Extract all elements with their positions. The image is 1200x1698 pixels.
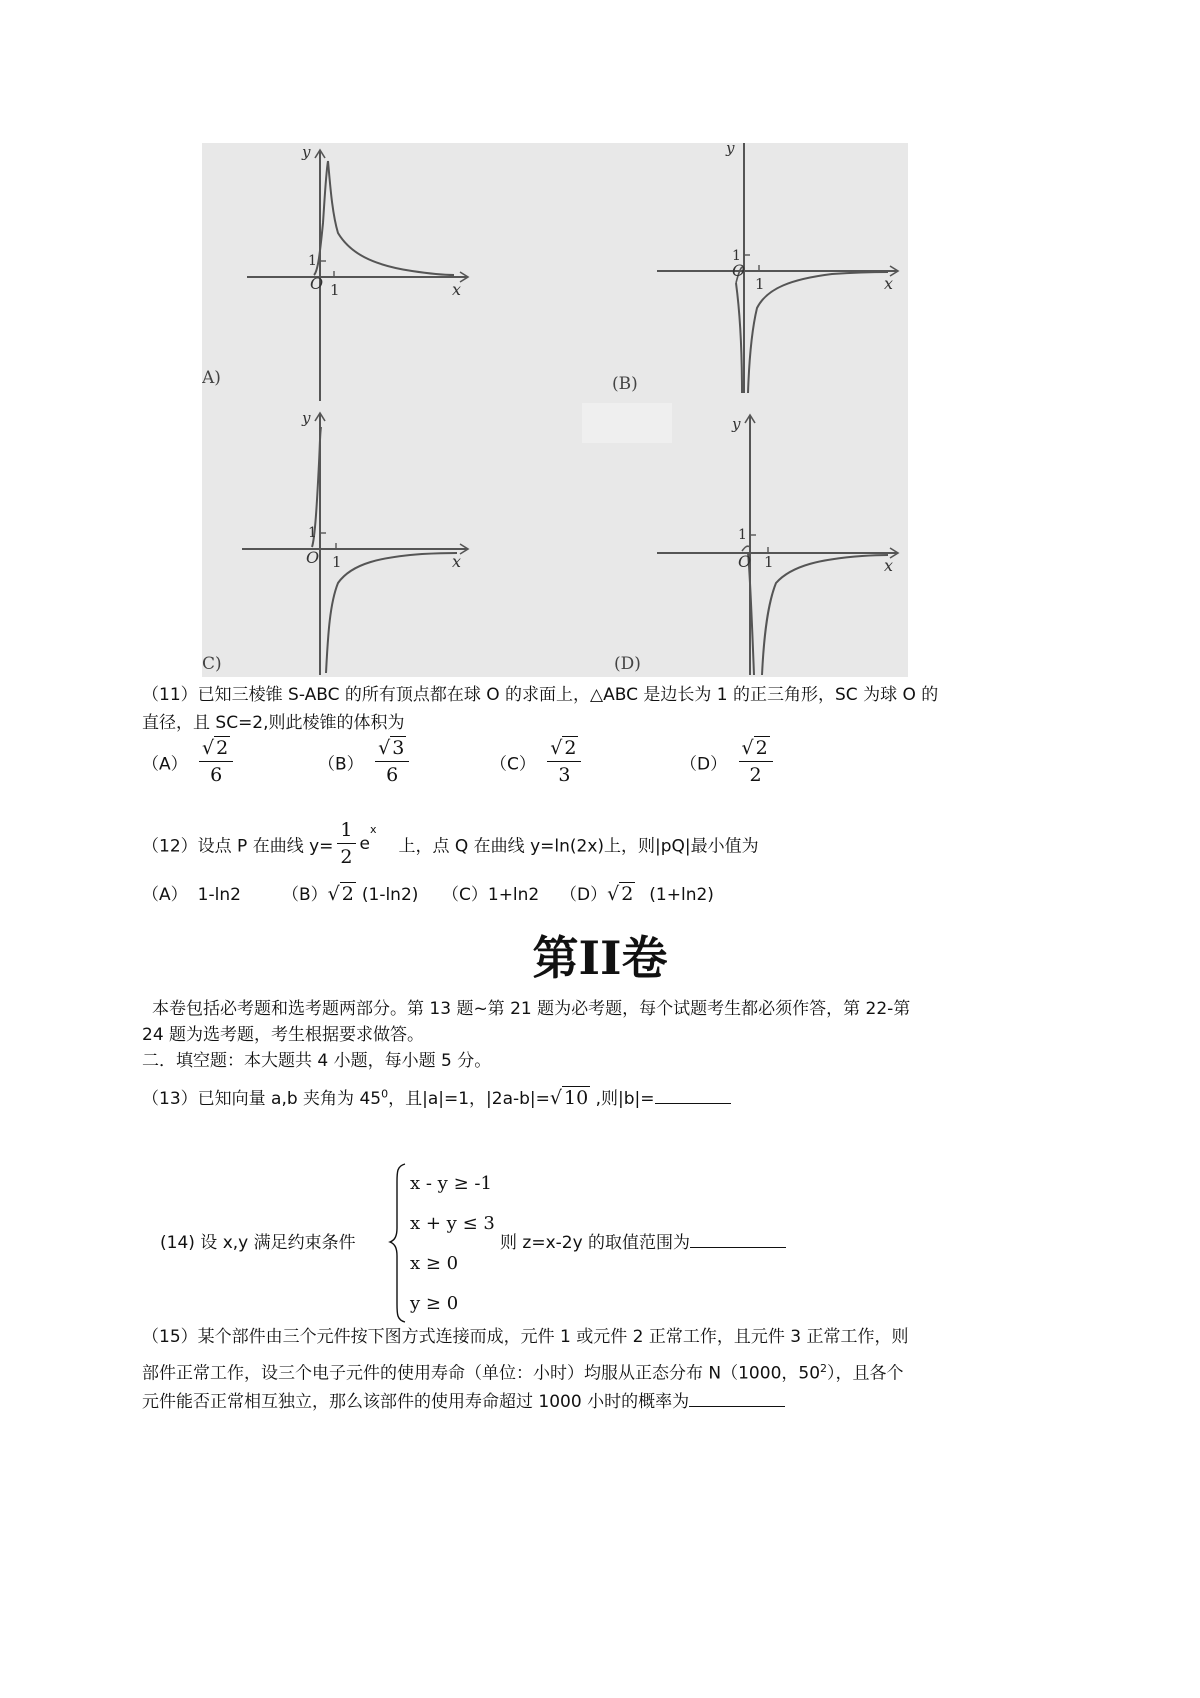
q15-line-3 [142, 1388, 785, 1415]
q12-prefix: （12）设点 P 在曲线 y= [142, 836, 334, 857]
q15-line-2-suffix: ），且各个 [827, 1363, 904, 1384]
q14-tail [500, 1228, 786, 1253]
q12-option-a[interactable] [142, 880, 241, 905]
graph-d-tick-y: 1 [738, 527, 747, 543]
graph-b-tick-x: 1 [755, 275, 765, 293]
graph-c-axis-y: y [302, 409, 311, 427]
q12-option-b-label: （B） [282, 885, 328, 905]
graph-d-origin: O [738, 552, 752, 571]
q15-line-2 [142, 1356, 904, 1387]
q12-fraction [337, 820, 355, 868]
q11-line-1: （11）已知三棱锥 S-ABC 的所有顶点都在球 O 的求面上，△ABC 是边长为 1 的正三角形，SC 为球 O 的 [142, 685, 939, 705]
q15-line-2-sup: 2 [820, 1362, 828, 1375]
q11-option-d-fraction: $\frac{√ 2}{2}$ [739, 738, 773, 786]
q12-exp-sup: x [369, 822, 377, 836]
graph-options-svg [202, 143, 908, 677]
q11-option-d-numerator: 2 [755, 737, 768, 759]
section-part-heading: 二．填空题：本大题共 4 小题，每小题 5 分。 [142, 1051, 492, 1071]
q13-middle: ，且|a|=1，|2a-b|= [388, 1089, 550, 1109]
graph-c-label: C) [202, 654, 222, 674]
q14-answer-blank[interactable] [690, 1229, 786, 1248]
graph-b-tick-y: 1 [732, 248, 741, 264]
q12-option-c-text: 1+ln2 [487, 885, 540, 905]
q12-option-b-text: (1-ln2) [361, 885, 419, 905]
graph-c-origin: O [306, 548, 320, 567]
q11-option-c-numerator: 2 [564, 737, 577, 759]
q13-degree-sup: 0 [381, 1087, 389, 1101]
q11-option-b-label: （B） [318, 754, 364, 775]
q13-prefix: （13）已知向量 a,b 夹角为 45 [142, 1089, 382, 1109]
q12-option-b[interactable]: （B）√ 2 (1-ln2) [282, 883, 419, 905]
section-intro-line-1: 本卷包括必考题和选考题两部分。第 13 题~第 21 题为必考题，每个试题考生都必须作答，第 22-第 [152, 999, 911, 1019]
q12-stem [142, 820, 759, 868]
q11-option-c-label: （C） [490, 754, 536, 775]
q15-answer-blank[interactable] [689, 1388, 785, 1407]
graph-b-axis-y: y [726, 143, 735, 157]
q11-option-d-label: （D） [680, 754, 728, 775]
q11-option-d-denominator: 2 [749, 763, 762, 786]
graph-b-origin: O [732, 261, 746, 280]
q11-option-b-fraction: $\frac{√ 3}{6}$ [375, 738, 409, 786]
q11-option-c[interactable] [490, 738, 587, 786]
q14-brace [388, 1162, 408, 1324]
graph-options-figure [202, 143, 908, 677]
q15-line-1: （15）某个部件由三个元件按下图方式连接而成，元件 1 或元件 2 正常工作，且元件 3 正常工作，则 [142, 1327, 909, 1347]
graph-a-axis-x: x [452, 280, 462, 299]
graph-d-axis-y: y [732, 415, 741, 433]
graph-c-axis-x: x [452, 552, 462, 571]
q13-suffix: ,则|b|= [590, 1089, 655, 1109]
q14-suffix: 则 z=x-2y 的取值范围为 [500, 1233, 691, 1253]
q13-stem: （13）已知向量 a,b 夹角为 $45^0$，且|a|=1，|2a-b|=√ 10 ,则|b|= [142, 1084, 731, 1109]
q14-constraints [410, 1164, 495, 1324]
q11-option-b[interactable] [318, 738, 415, 786]
q12-option-b-radicand: 2 [341, 883, 354, 905]
graph-a-tick-x: 1 [330, 281, 340, 299]
graph-d-axis-x: x [884, 556, 894, 575]
q11-option-c-fraction: $\frac{√ 2}{3}$ [547, 738, 581, 786]
q11-option-b-denominator: 6 [386, 763, 399, 786]
q14-constraint-3: x ≥ 0 [410, 1253, 459, 1274]
q14-constraint-1: x - y ≥ -1 [410, 1173, 492, 1194]
q11-option-a-label: （A） [142, 754, 188, 775]
section-title: 第II卷 [532, 931, 668, 985]
q11-option-a-denominator: 6 [210, 763, 223, 786]
q12-option-d[interactable]: （D）√ 2 (1+ln2) [560, 883, 714, 905]
graph-d-tick-x: 1 [764, 553, 774, 571]
q14-constraint-4: y ≥ 0 [410, 1293, 459, 1314]
graph-d-label: (D) [614, 654, 641, 674]
q12-option-d-radicand: 2 [621, 883, 634, 905]
graph-c-tick-x: 1 [332, 553, 342, 571]
q12-option-a-text: 1-ln2 [197, 885, 241, 905]
graph-a-tick-y: 1 [308, 253, 317, 269]
graph-a-label: A) [202, 368, 221, 388]
graph-c-tick-y: 1 [308, 525, 317, 541]
q11-option-a-numerator: 2 [216, 737, 229, 759]
graph-b-label: (B) [612, 374, 638, 394]
q12-exp-base: e [359, 833, 370, 854]
q11-option-b-numerator: 3 [392, 737, 405, 759]
q12-suffix: 上，点 Q 在曲线 y=ln(2x)上，则|pQ|最小值为 [398, 836, 759, 857]
graph-a-origin: O [310, 274, 324, 293]
q11-option-d[interactable] [680, 738, 779, 786]
q13-radicand: 10 [564, 1087, 589, 1109]
section-intro-line-2: 24 题为选考题，考生根据要求做答。 [142, 1025, 425, 1045]
q12-option-d-label: （D） [560, 885, 608, 905]
q11-option-c-denominator: 3 [558, 763, 571, 786]
q11-line-2: 直径，且 SC=2,则此棱锥的体积为 [142, 713, 405, 733]
q12-option-d-text: (1+ln2) [649, 885, 714, 905]
q12-option-c[interactable] [442, 880, 539, 905]
q11-option-a-fraction: $\frac{√ 2}{6}$ [199, 738, 233, 786]
q13-answer-blank[interactable] [655, 1085, 731, 1104]
q14-prefix: (14) 设 x,y 满足约束条件 [160, 1233, 356, 1253]
q11-option-a[interactable] [142, 738, 239, 786]
q12-option-c-label: （C） [442, 885, 488, 905]
q14-constraint-2: x + y ≤ 3 [410, 1213, 495, 1234]
q12-option-a-label: （A） [142, 885, 188, 905]
q15-line-3-text: 元件能否正常相互独立，那么该部件的使用寿命超过 1000 小时的概率为 [142, 1392, 690, 1412]
q12-fraction-denominator: 2 [340, 845, 353, 868]
graph-b-axis-x: x [884, 274, 894, 293]
q12-fraction-numerator: 1 [337, 820, 355, 844]
q15-line-2-prefix: 部件正常工作，设三个电子元件的使用寿命（单位：小时）均服从正态分布 N（1000，50 [142, 1363, 821, 1384]
graph-a-axis-y: y [302, 143, 311, 161]
